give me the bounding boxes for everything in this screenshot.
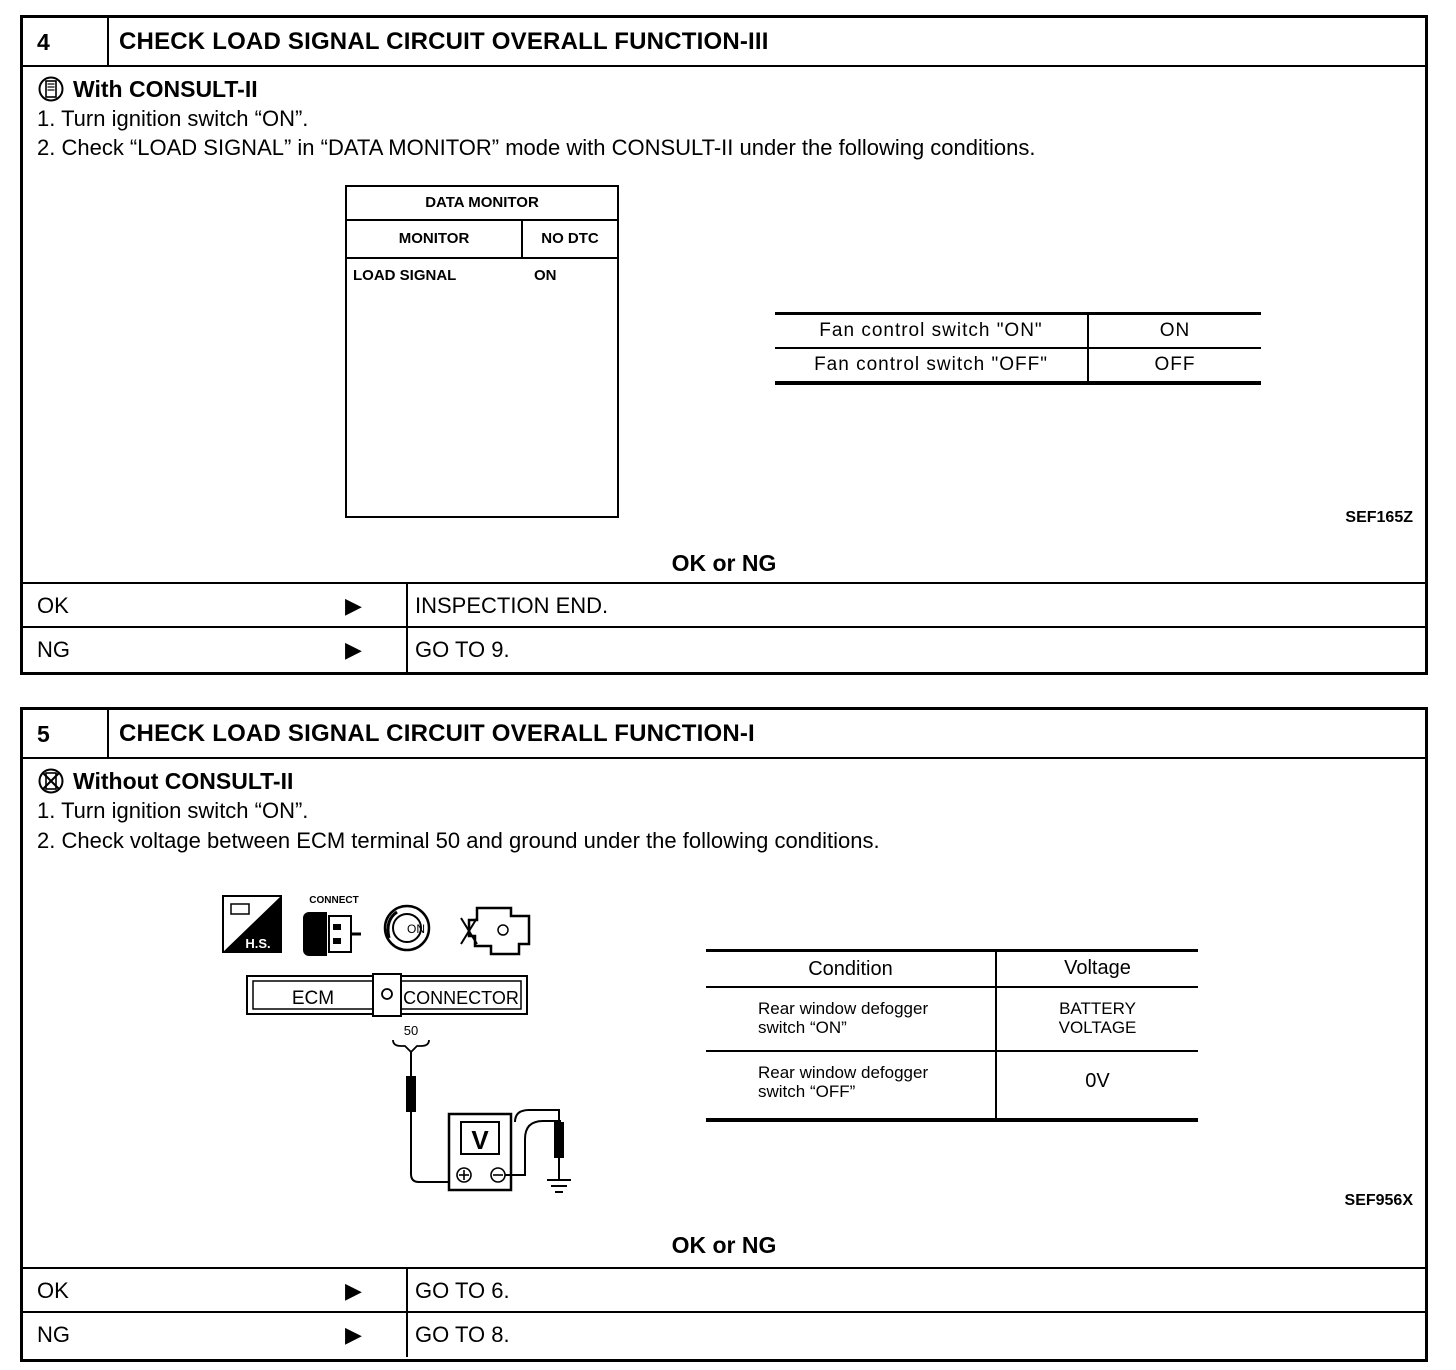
result-action: GO TO 6. — [415, 1278, 510, 1303]
table-row — [775, 315, 1261, 347]
step-title: CHECK LOAD SIGNAL CIRCUIT OVERALL FUNCTION-III — [119, 28, 769, 55]
voltage-cell — [997, 1072, 1198, 1091]
divider — [706, 1050, 1198, 1052]
voltmeter — [449, 1114, 511, 1190]
condition-line: Rear window defogger — [758, 999, 929, 1018]
instruction-2: 2. Check voltage between ECM terminal 50 and ground under the following conditions. — [37, 828, 880, 853]
result-row-ok — [23, 1267, 1425, 1313]
monitor-column-header: MONITOR — [347, 221, 523, 257]
step-number: 4 — [23, 18, 109, 65]
result-row-ng — [23, 1311, 1425, 1357]
voltage-column-header: Voltage — [1064, 957, 1131, 979]
instruction-1: 1. Turn ignition switch “ON”. — [37, 106, 309, 131]
connect-label: CONNECT — [309, 895, 359, 906]
condition-line: Rear window defogger — [758, 1063, 929, 1082]
voltage-line: BATTERY — [1059, 999, 1136, 1018]
result-action: INSPECTION END. — [415, 593, 609, 618]
step-4-box — [20, 15, 1428, 675]
connect-icon — [303, 895, 361, 956]
condition-column-header: Condition — [808, 958, 893, 980]
result-label: NG — [37, 1322, 70, 1347]
fan-switch-table — [775, 312, 1261, 385]
voltmeter-label: V — [471, 1125, 489, 1155]
key-on-label: ON — [407, 922, 425, 936]
table-row — [775, 347, 1261, 381]
terminal-brace — [393, 1040, 429, 1052]
ground-icon — [547, 1180, 571, 1192]
status-column-header: NO DTC — [541, 230, 599, 247]
voltage-cell — [997, 999, 1198, 1037]
engine-icon — [461, 908, 529, 954]
arrow-right-icon: ▶ — [345, 1278, 362, 1303]
step-4-header — [23, 18, 1425, 67]
data-monitor-title: DATA MONITOR — [347, 187, 617, 221]
condition-line: switch “ON” — [758, 1018, 847, 1037]
value-cell: ON — [1159, 320, 1191, 341]
ignition-key-on-icon — [385, 906, 429, 950]
ok-or-ng-label: OK or NG — [671, 1232, 777, 1258]
data-monitor-header-row — [347, 221, 617, 259]
result-row-ng — [23, 626, 1425, 672]
arrow-right-icon: ▶ — [345, 1322, 362, 1347]
value-cell: OFF — [1154, 354, 1196, 375]
ground-lead — [513, 1108, 593, 1208]
ecm-connector — [247, 974, 527, 1016]
monitor-value: ON — [534, 267, 557, 284]
positive-probe — [406, 1076, 416, 1112]
terminal-label: 50 — [403, 1023, 419, 1038]
divider — [406, 1313, 408, 1357]
hs-label: H.S. — [245, 936, 271, 951]
arrow-right-icon: ▶ — [345, 593, 362, 618]
negative-probe — [554, 1122, 564, 1158]
result-label: OK — [37, 593, 69, 618]
mode-label: With CONSULT-II — [73, 76, 258, 102]
instruction-2: 2. Check “LOAD SIGNAL” in “DATA MONITOR” mode with CONSULT-II under the following conditions. — [37, 135, 1036, 160]
divider — [706, 986, 1198, 988]
monitor-item: LOAD SIGNAL — [353, 267, 457, 284]
hs-icon — [223, 896, 281, 952]
step-5-header — [23, 710, 1425, 759]
instruction-1: 1. Turn ignition switch “ON”. — [37, 798, 309, 823]
condition-cell — [758, 1063, 988, 1101]
result-action: GO TO 8. — [415, 1322, 510, 1347]
ok-or-ng-label: OK or NG — [671, 550, 777, 576]
step-number: 5 — [23, 710, 109, 757]
divider — [406, 1269, 408, 1313]
condition-line: switch “OFF” — [758, 1082, 856, 1101]
result-row-ok — [23, 582, 1425, 628]
voltage-line: 0V — [1085, 1070, 1110, 1092]
figure-reference: SEF165Z — [1345, 509, 1413, 526]
connector-label: CONNECTOR — [403, 988, 519, 1008]
step-title: CHECK LOAD SIGNAL CIRCUIT OVERALL FUNCTION-I — [119, 720, 755, 747]
voltage-line: VOLTAGE — [1058, 1018, 1137, 1037]
result-label: OK — [37, 1278, 69, 1303]
divider — [406, 628, 408, 672]
mode-label: Without CONSULT-II — [73, 768, 294, 794]
consult-ii-icon — [37, 76, 65, 108]
step-5-box — [20, 707, 1428, 1362]
result-action: GO TO 9. — [415, 637, 510, 662]
divider — [406, 584, 408, 628]
voltage-table — [706, 949, 1198, 1122]
mode-line — [37, 768, 293, 800]
condition-cell: Fan control switch "OFF" — [775, 349, 1089, 381]
mode-line — [37, 76, 258, 108]
voltage-check-diagram — [221, 888, 561, 1208]
condition-cell: Fan control switch "ON" — [775, 315, 1089, 347]
no-consult-icon — [37, 768, 65, 800]
data-monitor-screen — [345, 185, 619, 518]
ecm-label: ECM — [291, 988, 335, 1009]
figure-reference: SEF956X — [1344, 1192, 1413, 1209]
condition-cell — [758, 999, 988, 1037]
arrow-right-icon: ▶ — [345, 637, 362, 662]
result-label: NG — [37, 637, 70, 662]
